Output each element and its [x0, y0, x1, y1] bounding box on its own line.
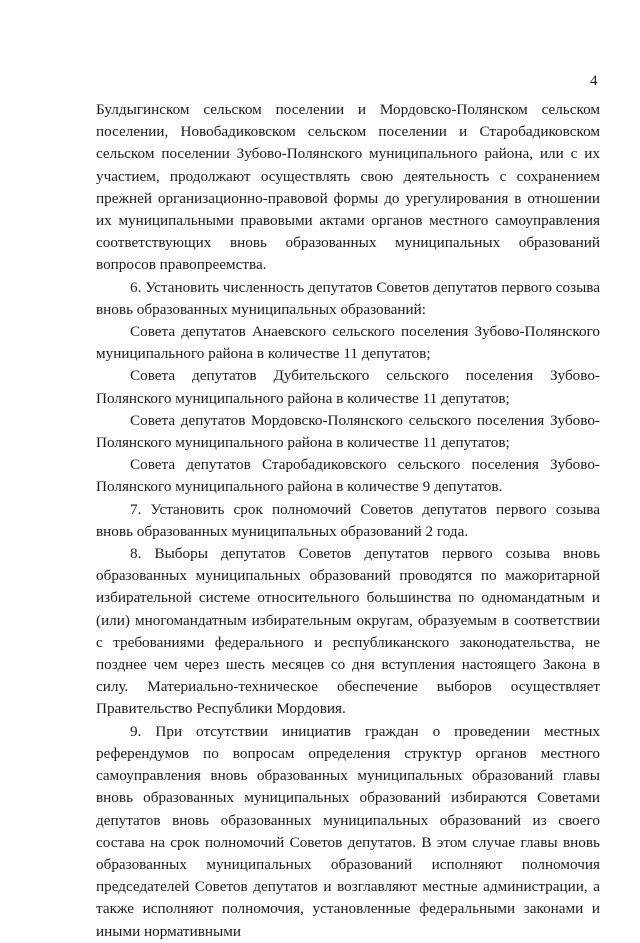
paragraph-council-dubitelsky: Совета депутатов Дубительского сельского поселения Зубово-Полянского муниципального района в количестве 11 депутатов; — [96, 367, 600, 407]
paragraph-council-starobadikovsky: Совета депутатов Старобадиковского сельского поселения Зубово-Полянского муниципального района в количестве 9 депутатов. — [96, 456, 600, 496]
paragraph-continuation: Булдыгинском сельском поселении и Мордовско-Полянском сельском поселении, Новобадиковском сельском поселении и Старобадиковском сельском поселении Зубово-Полянского муниципального района, или с их участием, продолжают осуществлять свою деятельность с сохранением прежней организационно-правовой формы до урегулирования в отношении их муниципальными правовыми актами органов местного самоуправления соответствующих вновь образованных муниципальных образований вопросов правопреемства. — [96, 101, 600, 274]
paragraph-item-9: 9. При отсутствии инициатив граждан о проведении местных референдумов по вопросам определения структур органов местного самоуправления вновь образованных муниципальных образований главы вновь образованных муниципальных образований избираются Советами депутатов вновь образованных муниципальных образований из своего состава на срок полномочий Советов депутатов. В этом случае главы вновь образованных муниципальных образований исполняют полномочия председателей Советов депутатов и возглавляют местные администрации, а также исполняют полномочия, установленные федеральными законами и иными нормативными — [96, 722, 600, 940]
paragraph-item-7: 7. Установить срок полномочий Советов депутатов первого созыва вновь образованных муниципальных образований 2 года. — [96, 500, 600, 540]
paragraph-council-mordovsko-polyansky: Совета депутатов Мордовско-Полянского сельского поселения Зубово-Полянского муниципального района в количестве 11 депутатов; — [96, 411, 600, 452]
document-body — [96, 99, 600, 943]
paragraph-item-8: 8. Выборы депутатов Советов депутатов первого созыва вновь образованных муниципальных образований проводятся по мажоритарной избирательной системе относительного большинства по одномандатным и (или) многомандатным избирательным округам, образуемым в соответствии с требованиями федерального и республиканского законодательства, не позднее чем через шесть месяцев со дня вступления настоящего Закона в силу. Материально-техническое обеспечение выборов осуществляет Правительство Республики Мордовия. — [96, 545, 600, 718]
paragraph-council-anaevsky: Совета депутатов Анаевского сельского поселения Зубово-Полянского муниципального района в количестве 11 депутатов; — [96, 323, 600, 363]
paragraph-item-6: 6. Установить численность депутатов Советов депутатов первого созыва вновь образованных муниципальных образований: — [96, 278, 600, 318]
page-number: 4 — [590, 73, 598, 89]
